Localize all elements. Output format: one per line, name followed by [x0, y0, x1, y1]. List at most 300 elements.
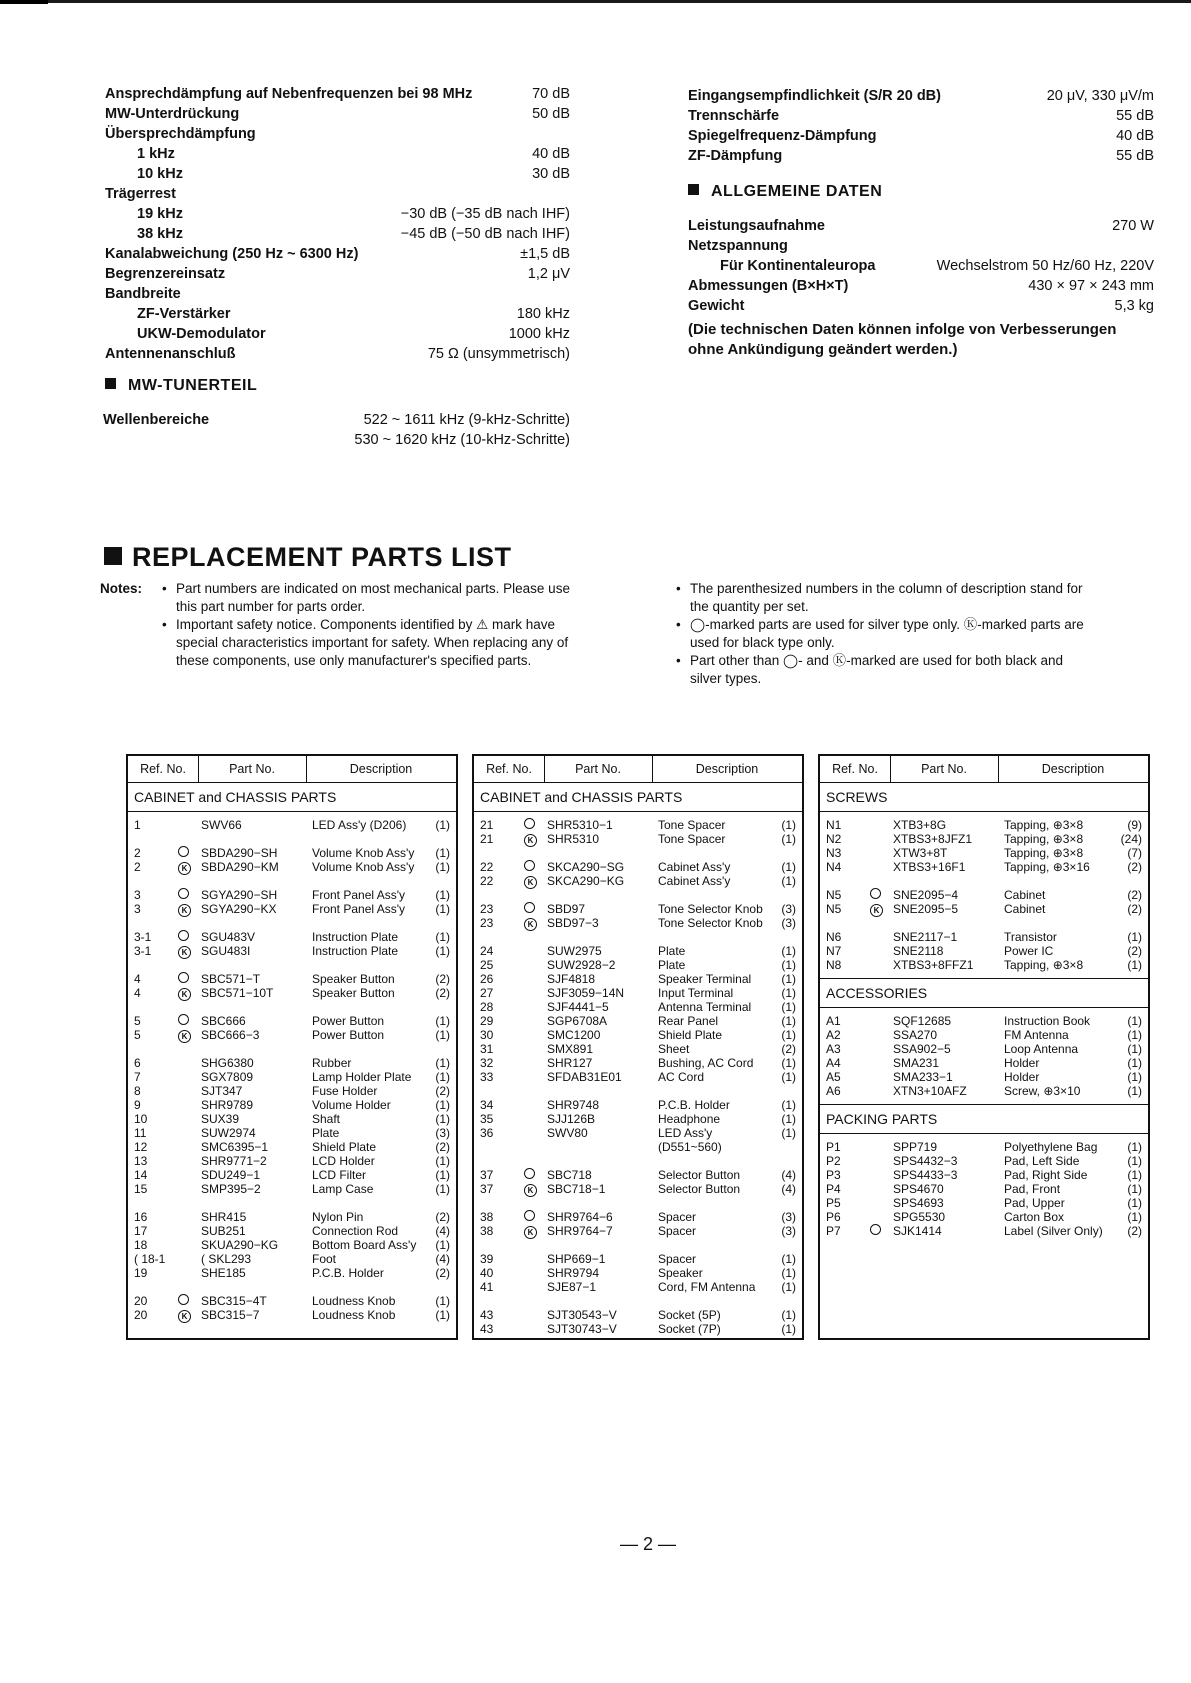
- description-cell: Front Panel Ass'y: [312, 902, 405, 916]
- silver-mark: [524, 860, 535, 874]
- spec-row: [105, 264, 570, 284]
- ref-no-cell: 25: [480, 958, 494, 972]
- spec-value: 70 dB: [532, 86, 570, 102]
- table-row: [820, 1182, 1148, 1196]
- table-row: [474, 958, 802, 972]
- description-cell: Socket (7P): [658, 1322, 721, 1336]
- table-row: [820, 944, 1148, 958]
- description-cell: Lamp Holder Plate: [312, 1070, 412, 1084]
- spec-row: [688, 146, 1154, 166]
- table-row: [128, 888, 456, 902]
- description-cell: AC Cord: [658, 1070, 705, 1084]
- spec-value: 40 dB: [532, 146, 570, 162]
- table-row: [128, 986, 456, 1000]
- col-part-header: Part No.: [890, 756, 999, 782]
- quantity-cell: (1): [1127, 1056, 1142, 1070]
- ref-no-cell: N2: [826, 832, 842, 846]
- table-row: [820, 1168, 1148, 1182]
- ref-no-cell: 3: [134, 902, 141, 916]
- spec-label: Eingangsempfindlichkeit (S/R 20 dB): [688, 88, 941, 104]
- spec-row: [105, 144, 570, 164]
- part-no-cell: SPG5530: [893, 1210, 946, 1224]
- quantity-cell: (1): [781, 1126, 796, 1140]
- description-cell: Shield Plate: [658, 1028, 723, 1042]
- silver-mark: [870, 888, 881, 902]
- description-cell: Tapping, ⊕3×8: [1004, 958, 1084, 972]
- table-row: [820, 1154, 1148, 1168]
- note-item: • Part other than ◯- and Ⓚ-marked are used for both black and silver types.: [676, 652, 1096, 688]
- description-cell: Tapping, ⊕3×8: [1004, 846, 1084, 860]
- table-row: [474, 1056, 802, 1070]
- wave-range-value-2: 530 ~ 1620 kHz (10-kHz-Schritte): [354, 432, 570, 448]
- ref-no-cell: P1: [826, 1140, 841, 1154]
- black-mark-icon: K: [524, 918, 537, 931]
- ref-no-cell: 7: [134, 1070, 141, 1084]
- quantity-cell: (1): [435, 902, 450, 916]
- part-no-cell: SHR415: [201, 1210, 247, 1224]
- table-row: [820, 1140, 1148, 1154]
- wave-range-row-1: [105, 410, 570, 430]
- ref-no-cell: N5: [826, 888, 842, 902]
- table-row: [474, 1280, 802, 1294]
- part-no-cell: XTB3+8G: [893, 818, 947, 832]
- general-spec-row: [688, 296, 1154, 316]
- silver-mark-icon: [524, 902, 535, 913]
- silver-mark-icon: [524, 1168, 535, 1179]
- table-row: [128, 1112, 456, 1126]
- spec-value: 30 dB: [532, 166, 570, 182]
- spec-value: 40 dB: [1116, 128, 1154, 144]
- black-mark: [178, 1308, 191, 1323]
- group-cabinet-chassis: CABINET and CHASSIS PARTS: [128, 783, 456, 812]
- parts-table-1: [126, 754, 458, 1340]
- ref-no-cell: A1: [826, 1014, 841, 1028]
- quantity-cell: (1): [435, 1182, 450, 1196]
- quantity-cell: (1): [781, 1056, 796, 1070]
- part-no-cell: SUX39: [201, 1112, 240, 1126]
- ref-no-cell: 43: [480, 1322, 494, 1336]
- description-cell: Speaker Terminal: [658, 972, 752, 986]
- part-no-cell: XTBS3+16F1: [893, 860, 966, 874]
- ref-no-cell: 2: [134, 860, 141, 874]
- description-cell: Instruction Book: [1004, 1014, 1091, 1028]
- general-spec-value: 430 × 97 × 243 mm: [1028, 278, 1154, 294]
- table-row: [474, 986, 802, 1000]
- top-rule-mark: [0, 0, 48, 4]
- col-desc-header: Description: [695, 762, 759, 776]
- silver-mark-icon: [178, 1294, 189, 1305]
- spec-value: −30 dB (−35 dB nach IHF): [400, 206, 570, 222]
- quantity-cell: (1): [435, 1154, 450, 1168]
- part-no-cell: SBC571−10T: [201, 986, 274, 1000]
- spec-label: Kanalabweichung (250 Hz ~ 6300 Hz): [105, 246, 359, 262]
- quantity-cell: (1): [435, 1112, 450, 1126]
- quantity-cell: (1): [435, 1014, 450, 1028]
- mw-tuner-heading: MW-TUNERTEIL: [105, 372, 570, 400]
- spec-value: 50 dB: [532, 106, 570, 122]
- general-spec-row: [688, 276, 1154, 296]
- spec-label: Antennenanschluß: [105, 346, 236, 362]
- description-cell: Front Panel Ass'y: [312, 888, 405, 902]
- table-row: [128, 818, 456, 832]
- black-mark: [870, 902, 883, 917]
- ref-no-cell: 23: [480, 916, 494, 930]
- table-row: [820, 1196, 1148, 1210]
- spec-row: [105, 344, 570, 364]
- part-no-cell: SBD97: [547, 902, 586, 916]
- ref-no-cell: 22: [480, 874, 494, 888]
- ref-no-cell: P4: [826, 1182, 841, 1196]
- ref-no-cell: 26: [480, 972, 494, 986]
- description-cell: Tone Selector Knob: [658, 916, 763, 930]
- table-row: [474, 1308, 802, 1322]
- spec-label: 38 kHz: [137, 226, 183, 242]
- table-row: [474, 1224, 802, 1238]
- parts-table-3: [818, 754, 1150, 1340]
- description-cell: Shaft: [312, 1112, 341, 1126]
- description-cell: P.C.B. Holder: [658, 1098, 730, 1112]
- part-no-cell: SMP395−2: [201, 1182, 261, 1196]
- part-no-cell: SSA902−5: [893, 1042, 951, 1056]
- part-no-cell: SHR9789: [201, 1098, 254, 1112]
- silver-mark-icon: [178, 930, 189, 941]
- description-cell: Spacer: [658, 1224, 697, 1238]
- wave-range-label: Wellenbereiche: [103, 412, 210, 428]
- spec-label: 10 kHz: [137, 166, 183, 182]
- spec-label: Trägerrest: [105, 186, 176, 202]
- quantity-cell: (7): [1127, 846, 1142, 860]
- ref-no-cell: 16: [134, 1210, 148, 1224]
- table-row: [474, 1210, 802, 1224]
- black-mark: [524, 916, 537, 931]
- black-mark: [178, 902, 191, 917]
- table-row: [474, 1000, 802, 1014]
- spec-label: 1 kHz: [137, 146, 175, 162]
- description-cell: Antenna Terminal: [658, 1000, 752, 1014]
- description-cell: Connection Rod: [312, 1224, 399, 1238]
- table-row: [128, 1070, 456, 1084]
- part-no-cell: SBC315−4T: [201, 1294, 267, 1308]
- quantity-cell: (3): [781, 916, 796, 930]
- spec-row: [105, 204, 570, 224]
- black-mark-icon: K: [178, 1030, 191, 1043]
- quantity-cell: (4): [435, 1224, 450, 1238]
- quantity-cell: (1): [781, 944, 796, 958]
- black-mark-icon: K: [178, 988, 191, 1001]
- quantity-cell: (2): [1127, 944, 1142, 958]
- table-row: [820, 1224, 1148, 1238]
- ref-no-cell: N8: [826, 958, 842, 972]
- description-cell: Power Button: [312, 1028, 385, 1042]
- ref-no-cell: 33: [480, 1070, 494, 1084]
- black-mark: [178, 860, 191, 875]
- ref-no-cell: 28: [480, 1000, 494, 1014]
- note-item: • The parenthesized numbers in the column of description stand for the quantity per set.: [676, 580, 1096, 616]
- description-cell: Carton Box: [1004, 1210, 1065, 1224]
- part-no-cell: SWV80: [547, 1126, 588, 1140]
- spec-row: [105, 244, 570, 264]
- ref-no-cell: 11: [134, 1126, 147, 1140]
- ref-no-cell: 13: [134, 1154, 148, 1168]
- description-cell: (D551~560): [658, 1140, 722, 1154]
- quantity-cell: (2): [435, 1210, 450, 1224]
- spec-label: Trennschärfe: [688, 108, 780, 124]
- ref-no-cell: ( 18-1: [134, 1252, 166, 1266]
- description-cell: Input Terminal: [658, 986, 734, 1000]
- part-no-cell: SPS4432−3: [893, 1154, 958, 1168]
- description-cell: Lamp Case: [312, 1182, 374, 1196]
- part-no-cell: SJF3059−14N: [547, 986, 625, 1000]
- quantity-cell: (1): [435, 1308, 450, 1322]
- general-spec-row: [688, 236, 1154, 256]
- part-no-cell: SBC718−1: [547, 1182, 606, 1196]
- col-ref-header: Ref. No.: [128, 756, 199, 782]
- quantity-cell: (1): [1127, 1210, 1142, 1224]
- quantity-cell: (1): [781, 1098, 796, 1112]
- description-cell: Pad, Left Side: [1004, 1154, 1080, 1168]
- spec-value: 75 Ω (unsymmetrisch): [427, 346, 570, 362]
- spec-change-note: (Die technischen Daten können infolge von Verbesserungen ohne Ankündigung geändert werden.): [688, 321, 1117, 358]
- part-no-cell: SFDAB31E01: [547, 1070, 622, 1084]
- description-cell: Plate: [312, 1126, 340, 1140]
- description-cell: Rubber: [312, 1056, 352, 1070]
- part-no-cell: SHR5310−1: [547, 818, 613, 832]
- ref-no-cell: 38: [480, 1210, 494, 1224]
- table-row: [128, 1238, 456, 1252]
- table-row: [474, 1252, 802, 1266]
- part-no-cell: SGP6708A: [547, 1014, 608, 1028]
- silver-mark: [178, 930, 189, 944]
- ref-no-cell: N3: [826, 846, 842, 860]
- part-no-cell: SBC666: [201, 1014, 246, 1028]
- part-no-cell: XTBS3+8FFZ1: [893, 958, 974, 972]
- ref-no-cell: N1: [826, 818, 842, 832]
- ref-no-cell: 35: [480, 1112, 494, 1126]
- part-no-cell: SJK1414: [893, 1224, 942, 1238]
- silver-mark: [524, 818, 535, 832]
- part-no-cell: SPS4433−3: [893, 1168, 958, 1182]
- quantity-cell: (1): [781, 1252, 796, 1266]
- quantity-cell: (1): [435, 1168, 450, 1182]
- silver-mark-icon: [870, 888, 881, 899]
- black-mark-icon: K: [178, 862, 191, 875]
- notes-label: Notes:: [100, 581, 143, 596]
- description-cell: Plate: [658, 958, 686, 972]
- notes-left: [100, 580, 580, 670]
- col-ref-header: Ref. No.: [820, 756, 891, 782]
- packing-rows: [820, 1134, 1148, 1238]
- spec-row: [688, 86, 1154, 106]
- wave-range-row-2: [105, 430, 570, 450]
- description-cell: FM Antenna: [1004, 1028, 1069, 1042]
- quantity-cell: (2): [435, 986, 450, 1000]
- part-no-cell: SNE2117−1: [893, 930, 958, 944]
- ref-no-cell: 12: [134, 1140, 148, 1154]
- table-row: [474, 916, 802, 930]
- group-accessories: ACCESSORIES: [820, 978, 1148, 1008]
- part-no-cell: SMC1200: [547, 1028, 601, 1042]
- ref-no-cell: N6: [826, 930, 842, 944]
- silver-mark-icon: [178, 846, 189, 857]
- table-row: [474, 1266, 802, 1280]
- quantity-cell: (1): [1127, 1182, 1142, 1196]
- part-no-cell: SJT30543−V: [547, 1308, 617, 1322]
- silver-mark-icon: [524, 860, 535, 871]
- description-cell: Power IC: [1004, 944, 1054, 958]
- table-row: [820, 1070, 1148, 1084]
- description-cell: Label (Silver Only): [1004, 1224, 1103, 1238]
- quantity-cell: (1): [781, 972, 796, 986]
- part-no-cell: SHR5310: [547, 832, 600, 846]
- part-no-cell: SJJ126B: [547, 1112, 596, 1126]
- ref-no-cell: 21: [480, 832, 494, 846]
- heading-square-icon: [105, 378, 116, 389]
- ref-no-cell: 2: [134, 846, 141, 860]
- description-cell: Tapping, ⊕3×8: [1004, 818, 1084, 832]
- silver-mark: [178, 972, 189, 986]
- ref-no-cell: 14: [134, 1168, 148, 1182]
- part-no-cell: XTW3+8T: [893, 846, 948, 860]
- general-spec-label: Abmessungen (B×H×T): [688, 278, 849, 294]
- silver-mark: [178, 1014, 189, 1028]
- table-row: [820, 1056, 1148, 1070]
- table-row: [128, 1308, 456, 1322]
- col-desc-header: Description: [1041, 762, 1105, 776]
- table-header: [474, 756, 802, 783]
- ref-no-cell: A4: [826, 1056, 841, 1070]
- black-mark: [178, 1028, 191, 1043]
- table-row: [474, 1098, 802, 1112]
- general-spec-label: Für Kontinentaleuropa: [720, 258, 876, 274]
- part-no-cell: SHR127: [547, 1056, 593, 1070]
- description-cell: Fuse Holder: [312, 1084, 378, 1098]
- col-ref-header: Ref. No.: [474, 756, 545, 782]
- general-spec-row: [688, 216, 1154, 236]
- ref-no-cell: P7: [826, 1224, 841, 1238]
- part-no-cell: SMA231: [893, 1056, 940, 1070]
- ref-no-cell: 39: [480, 1252, 494, 1266]
- ref-no-cell: 24: [480, 944, 494, 958]
- spec-value: −45 dB (−50 dB nach IHF): [400, 226, 570, 242]
- quantity-cell: (2): [435, 1084, 450, 1098]
- description-cell: Bottom Board Ass'y: [312, 1238, 417, 1252]
- description-cell: Volume Holder: [312, 1098, 391, 1112]
- quantity-cell: (1): [781, 1266, 796, 1280]
- table-row: [474, 1182, 802, 1196]
- part-no-cell: SJF4818: [547, 972, 596, 986]
- general-spec-rows: [688, 216, 1154, 316]
- spec-row: [105, 304, 570, 324]
- quantity-cell: (2): [1127, 1224, 1142, 1238]
- ref-no-cell: 3-1: [134, 930, 152, 944]
- silver-mark-icon: [178, 888, 189, 899]
- description-cell: Tapping, ⊕3×16: [1004, 860, 1090, 874]
- silver-mark: [178, 846, 189, 860]
- description-cell: Pad, Right Side: [1004, 1168, 1088, 1182]
- quantity-cell: (1): [781, 958, 796, 972]
- description-cell: LCD Filter: [312, 1168, 367, 1182]
- quantity-cell: (1): [1127, 1154, 1142, 1168]
- ref-no-cell: 18: [134, 1238, 148, 1252]
- spec-label: 19 kHz: [137, 206, 183, 222]
- table-row: [128, 930, 456, 944]
- parts-table-2: [472, 754, 804, 1340]
- silver-mark: [524, 902, 535, 916]
- part-no-cell: SUW2928−2: [547, 958, 616, 972]
- spec-value: 180 kHz: [516, 306, 570, 322]
- spec-label: Begrenzereinsatz: [105, 266, 226, 282]
- ref-no-cell: 30: [480, 1028, 494, 1042]
- ref-no-cell: 20: [134, 1294, 148, 1308]
- title-square-icon: [104, 547, 122, 565]
- description-cell: Cabinet Ass'y: [658, 874, 731, 888]
- quantity-cell: (1): [1127, 958, 1142, 972]
- spec-label: ZF-Dämpfung: [688, 148, 783, 164]
- quantity-cell: (3): [781, 1210, 796, 1224]
- table-row: [820, 1028, 1148, 1042]
- quantity-cell: (1): [435, 1070, 450, 1084]
- table-row: [128, 1210, 456, 1224]
- description-cell: Tone Spacer: [658, 832, 726, 846]
- table-row: [128, 1182, 456, 1196]
- spec-row: [105, 184, 570, 204]
- silver-mark: [524, 1168, 535, 1182]
- table-row: [128, 860, 456, 874]
- ref-no-cell: 15: [134, 1182, 148, 1196]
- part-no-cell: SPS4693: [893, 1196, 944, 1210]
- parts-list-title: REPLACEMENT PARTS LIST: [104, 542, 512, 573]
- black-mark: [524, 874, 537, 889]
- col-part-header: Part No.: [198, 756, 307, 782]
- quantity-cell: (1): [781, 986, 796, 1000]
- quantity-cell: (1): [781, 1280, 796, 1294]
- ref-no-cell: 32: [480, 1056, 494, 1070]
- fm-spec-rows: [105, 84, 570, 364]
- spec-row: [105, 124, 570, 144]
- screws-rows: [820, 812, 1148, 978]
- spec-label: Spiegelfrequenz-Dämpfung: [688, 128, 877, 144]
- wave-range-value-1: 522 ~ 1611 kHz (9-kHz-Schritte): [363, 412, 570, 428]
- ref-no-cell: P5: [826, 1196, 841, 1210]
- quantity-cell: (1): [435, 846, 450, 860]
- part-no-cell: SNE2095−4: [893, 888, 959, 902]
- quantity-cell: (1): [435, 1056, 450, 1070]
- part-no-cell: SMA233−1: [893, 1070, 953, 1084]
- description-cell: Screw, ⊕3×10: [1004, 1084, 1081, 1098]
- table-row: [820, 818, 1148, 832]
- ref-no-cell: 5: [134, 1014, 141, 1028]
- table-row: [474, 874, 802, 888]
- description-cell: LED Ass'y: [658, 1126, 713, 1140]
- table-row: [128, 1168, 456, 1182]
- general-spec-label: Leistungsaufnahme: [688, 218, 825, 234]
- table-row: [820, 958, 1148, 972]
- part-no-cell: SGYA290−KX: [201, 902, 277, 916]
- quantity-cell: (1): [1127, 1140, 1142, 1154]
- table-row: [820, 832, 1148, 846]
- part-no-cell: SHR9794: [547, 1266, 600, 1280]
- description-cell: Volume Knob Ass'y: [312, 846, 415, 860]
- ref-no-cell: N5: [826, 902, 842, 916]
- part-no-cell: SMC6395−1: [201, 1140, 269, 1154]
- description-cell: Speaker Button: [312, 986, 395, 1000]
- part-no-cell: SKCA290−KG: [547, 874, 625, 888]
- quantity-cell: (4): [781, 1182, 796, 1196]
- ref-no-cell: A2: [826, 1028, 841, 1042]
- table-row: [820, 846, 1148, 860]
- description-cell: Tapping, ⊕3×8: [1004, 832, 1084, 846]
- part-no-cell: SHP669−1: [547, 1252, 606, 1266]
